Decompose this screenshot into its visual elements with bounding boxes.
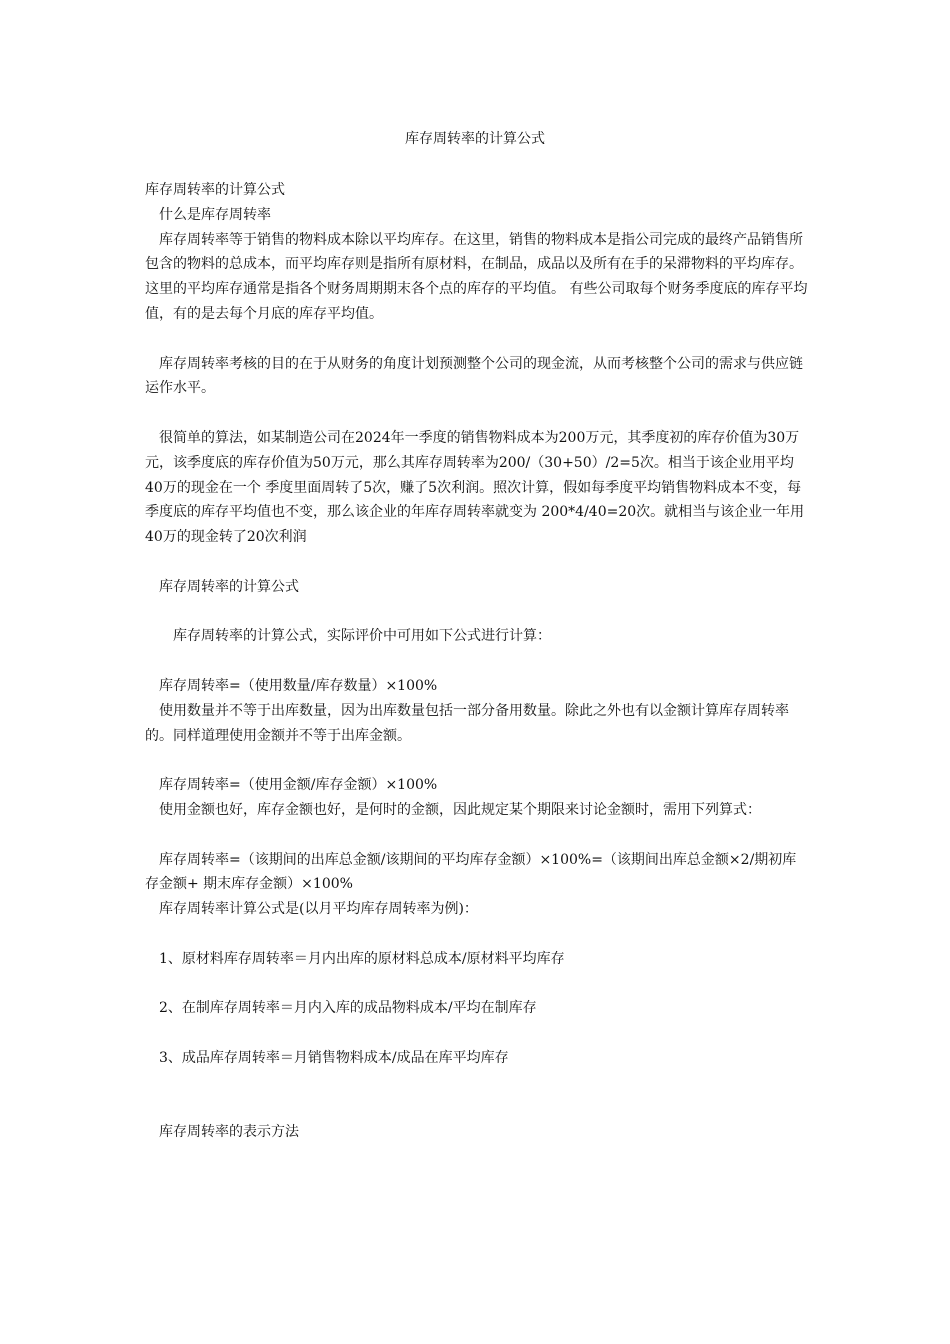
list-item-wip: 2、在制库存周转率＝月内入库的成品物料成本/平均在制库存 (145, 1000, 537, 1017)
list-item-raw-material: 1、原材料库存周转率＝月内出库的原材料总成本/原材料平均库存 (145, 950, 565, 967)
paragraph-example: 很简单的算法，如某制造公司在2024年一季度的销售物料成本为200万元，其季度初的库存价值为30万元，该季度底的库存价值为50万元，那么其库存周转率为200/（30+50）/2=5次。相当于该企业用平均40万的现金在一个 季度里面周转了5次，赚了5次利润。照次计算，假如每季度平均销售物料成本不变，每季度底的库存平均值也不变，那么该企业的年库存周转率就变为 200*4/40=20次。就相当与该企业一年用40万的现金转了20次利润 (145, 429, 805, 546)
formula-quantity: 库存周转率=（使用数量/库存数量）×100% (145, 677, 438, 694)
formula-amount: 库存周转率=（使用金额/库存金额）×100% (145, 777, 438, 794)
paragraph-quantity-note: 使用数量并不等于出库数量，因为出库数量包括一部分备用数量。除此之外也有以金额计算库存周转率的。同样道理使用金额并不等于出库金额。 (145, 702, 789, 744)
subheading-representation: 库存周转率的表示方法 (145, 1124, 299, 1141)
paragraph-amount-note: 使用金额也好，库存金额也好，是何时的金额，因此规定某个期限来讨论金额时，需用下列算式： (145, 801, 761, 818)
paragraph-definition: 库存周转率等于销售的物料成本除以平均库存。在这里，销售的物料成本是指公司完成的最终产品销售所包含的物料的总成本，而平均库存则是指所有原材料，在制品，成品以及所有在手的呆滞物料的平均库存。这里的平均库存通常是指各个财务周期期末各个点的库存的平均值。 有些公司取每个财务季度底的库存平均值，有的是去每个月底的库存平均值。 (145, 231, 808, 322)
list-item-finished-goods: 3、成品库存周转率＝月销售物料成本/成品在库平均库存 (145, 1049, 509, 1066)
subheading-what-is: 什么是库存周转率 (145, 206, 271, 223)
paragraph-formula-intro: 库存周转率的计算公式，实际评价中可用如下公式进行计算： (145, 628, 551, 645)
section-heading: 库存周转率的计算公式 (145, 182, 285, 198)
subheading-formula: 库存周转率的计算公式 (145, 578, 299, 595)
page-title: 库存周转率的计算公式 (405, 131, 545, 147)
formula-period: 库存周转率=（该期间的出库总金额/该期间的平均库存金额）×100%=（该期间出库总金额×2/期初库存金额+ 期末库存金额）×100% (145, 851, 797, 893)
paragraph-monthly-intro: 库存周转率计算公式是(以月平均库存周转率为例)： (145, 901, 478, 918)
document-body (145, 178, 810, 1145)
paragraph-purpose: 库存周转率考核的目的在于从财务的角度计划预测整个公司的现金流，从而考核整个公司的需求与供应链运作水平。 (145, 355, 803, 397)
